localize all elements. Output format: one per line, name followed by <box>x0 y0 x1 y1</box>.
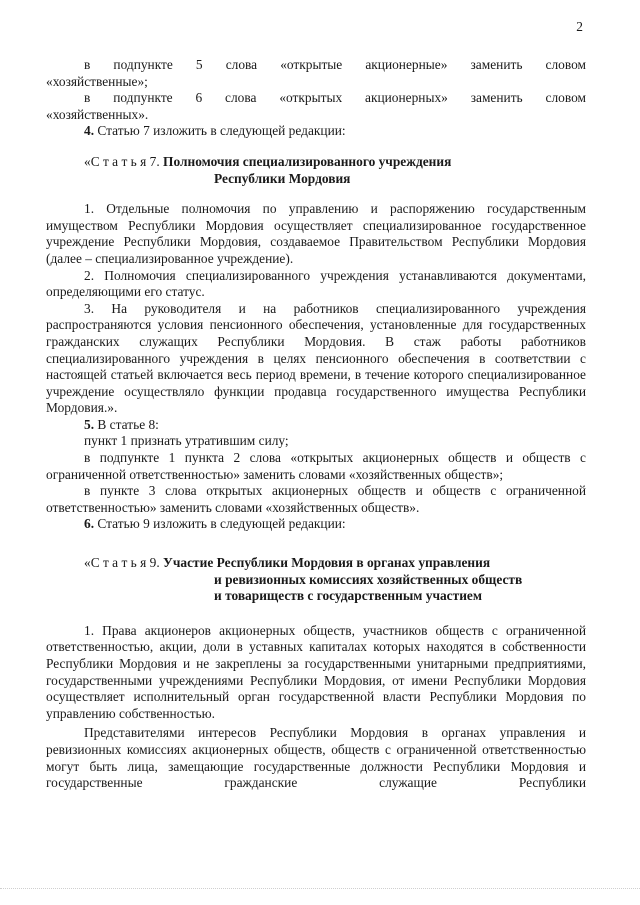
article-9-title-line-1: Участие Республики Мордовия в органах управления <box>163 555 491 571</box>
article-7-paragraph-1: 1. Отдельные полномочия по управлению и распоряжению государственным имуществом Республики Мордовия осуществляет специализированное государственное учреждение Республики Мордовия, создаваемое Правительством Республики Мордовия (далее – специализированное учреждение). <box>46 201 586 266</box>
item-4-number: 4. <box>84 123 95 139</box>
article-9-label: «С т а т ь я 9. <box>84 555 164 571</box>
article-9-paragraph-1: 1. Права акционеров акционерных обществ, участников обществ с ограниченной ответственностью, акции, доли в уставных капиталах которых находятся в собственности Республики Мордовия и не закреплены за государственными унитарными предприятиями, государственными учреждениями Республики Мордовия, от имени Республики Мордовия осуществляет исполнительный орган государственной власти Республики Мордовия по управлению собственностью. <box>46 622 586 721</box>
amendment-line-3: в подпункте 6 слова «открытых акционерных» заменить словом <box>84 90 586 106</box>
article-9-heading <box>46 555 586 605</box>
item-4-text: Статью 7 изложить в следующей редакции: <box>94 123 346 139</box>
item-5-subitem-c: в пункте 3 слова открытых акционерных обществ и обществ с ограниченной ответственностью» заменить словами «хозяйственных обществ». <box>46 483 586 515</box>
article-9-title-line-2: и ревизионных комиссиях хозяйственных обществ <box>214 571 523 587</box>
item-6-number: 6. <box>84 516 95 532</box>
amendment-line-1: в подпункте 5 слова «открытые акционерные» заменить словом <box>84 57 586 72</box>
article-7-title-line-1: Полномочия специализированного учреждения <box>163 153 452 169</box>
page-number: 2 <box>576 19 583 34</box>
item-6-text: Статью 9 изложить в следующей редакции: <box>94 516 346 532</box>
article-7-label: «С т а т ь я 7. <box>84 153 164 169</box>
amendment-line-2: «хозяйственные»; <box>46 73 148 89</box>
document-body <box>46 57 586 792</box>
article-7-heading <box>46 154 586 187</box>
item-5-text: В статье 8: <box>94 416 159 432</box>
article-7-paragraph-3: 3. На руководителя и на работников специализированного учреждения распространяются условия пенсионного обеспечения, установленные для государственных гражданских служащих Республики Мордовия. В стаж работы работников специализированного учреждения в целях пенсионного обеспечения в соответствии с настоящей статьей включается весь период времени, в течение которого специализированное учреждение осуществляло функции продавца государственного имущества Республики Мордовия.». <box>46 300 586 416</box>
item-5-subitem-a: пункт 1 признать утратившим силу; <box>84 433 289 449</box>
item-5-subitem-b: в подпункте 1 пункта 2 слова «открытых акционерных обществ и обществ с ограниченной ответственностью» заменить словами «хозяйственных обществ»; <box>46 450 586 482</box>
amendment-line-4: «хозяйственных». <box>46 106 149 122</box>
item-5-number: 5. <box>84 416 95 432</box>
item-5 <box>46 417 586 434</box>
article-9-paragraph-2: Представителями интересов Республики Мордовия в органах управления и ревизионных комиссиях акционерных обществ, обществ с ограниченной ответственностью могут быть лица, замещающие государственные должности Республики Мордовия и государственные гражданские служащие Республики <box>46 725 586 791</box>
article-7-paragraph-2: 2. Полномочия специализированного учреждения устанавливаются документами, определяющими его статус. <box>46 267 586 300</box>
item-4 <box>46 123 586 140</box>
page-bottom-rule <box>0 888 640 890</box>
article-7-title-line-2: Республики Мордовия <box>214 170 351 186</box>
article-9-title-line-3: и товариществ с государственным участием <box>214 588 482 604</box>
item-6 <box>46 516 586 533</box>
